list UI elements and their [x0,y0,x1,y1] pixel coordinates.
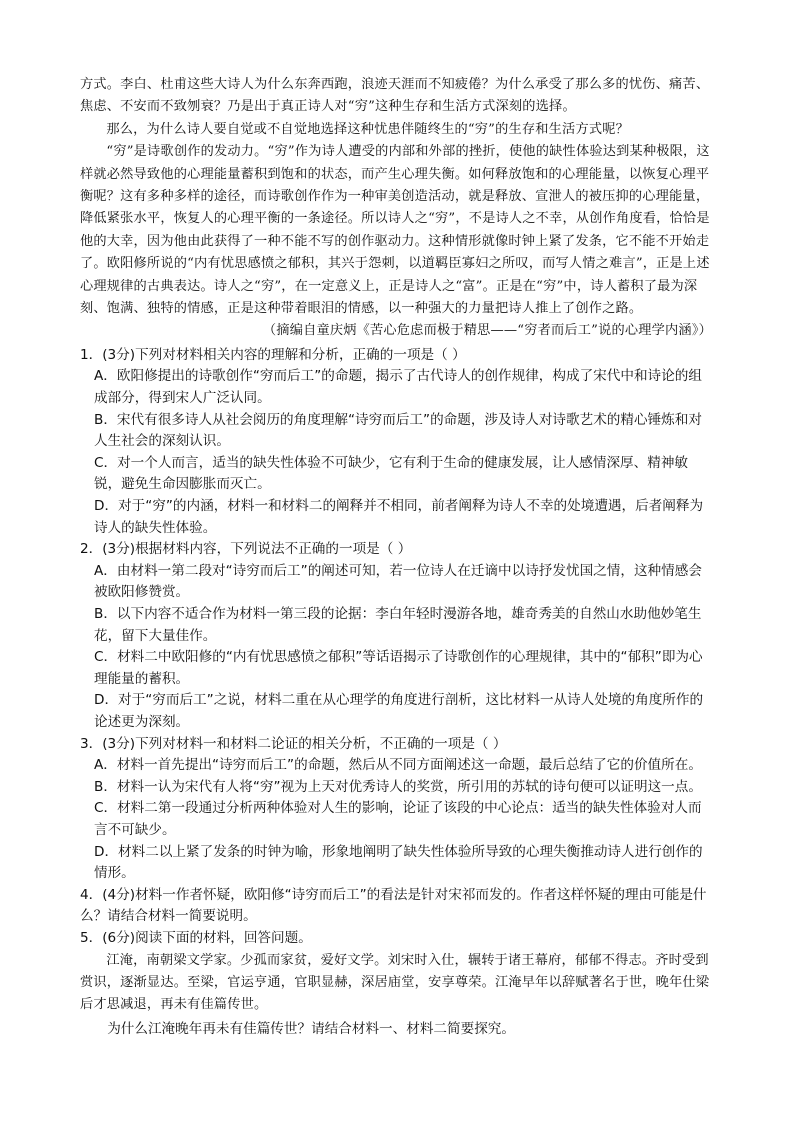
option-c[interactable]: C．对一个人而言，适当的缺失性体验不可缺少，它有利于生命的健康发展，让人感情深厚、精神敏锐，避免生命因膨胀而灭亡。 [94,454,689,493]
option-b[interactable]: B．材料一认为宋代有人将“穷”视为上天对优秀诗人的奖赏，所引用的苏轼的诗句便可以证明这一点。 [94,778,702,795]
option-d[interactable]: D．材料二以上紧了发条的时钟为喻，形象地阐明了缺失性体验所导致的心理失衡推动诗人进行创作的情形。 [94,843,703,882]
option-a[interactable]: A．欧阳修提出的诗歌创作“穷而后工”的命题，揭示了古代诗人的创作规律，构成了宋代中和诗论的组成部分，得到宋人广泛认同。 [94,368,702,407]
question-3 [80,734,714,885]
question-5-material [80,950,714,1017]
question-4 [80,885,714,928]
option-d[interactable]: D．对于“穷而后工”之说，材料二重在从心理学的角度进行剖析，这比材料一从诗人处境的角度所作的论述更为深刻。 [94,692,704,730]
option-a[interactable]: A．材料一首先提出“诗穷而后工”的命题，然后从不同方面阐述这一命题，最后总结了它的价值所在。 [94,757,702,774]
passage-lead: 方式。李白、杜甫这些大诗人为什么东奔西跑，浪迹天涯而不知疲倦？为什么承受了那么多的忧伤、痛苦、焦虑、不安而不致刎衰？乃是出于真正诗人对“穷”这种生存和生活方式深刻的选择。 [80,77,710,115]
passage-paragraph-1: 那么，为什么诗人要自觉或不自觉地选择这种忧患伴随终生的“穷”的生存和生活方式呢？ [106,121,629,137]
question-5 [80,928,714,950]
option-c[interactable]: C．材料二第一段通过分析两种体验对人生的影响，论证了该段的中心论点：适当的缺失性体验对人而言不可缺少。 [94,800,702,838]
question-2 [80,539,714,733]
option-b[interactable]: B．以下内容不适合作为材料一第三段的论据：李白年轻时漫游各地，雄奇秀美的自然山水助他妙笔生花，留下大量佳作。 [94,606,702,644]
question-stem: 2．(3分)根据材料内容，下列说法不正确的一项是（ ） [80,541,412,558]
question-stem: 4．(4分)材料一作者怀疑，欧阳修“诗穷而后工”的看法是针对宋祁而发的。作者这样怀疑的理由可能是什么？请结合材料一简要说明。 [80,886,707,925]
question-list [80,345,714,950]
option-d[interactable]: D．对于“穷”的内涵，材料一和材料二的阐释并不相同，前者阐释为诗人不幸的处境遭遇，后者阐释为诗人的缺失性体验。 [94,498,704,536]
option-c[interactable]: C．材料二中欧阳修的“内有忧思感愤之郁积”等话语揭示了诗歌创作的心理规律，其中的“郁积”即为心理能量的蓄积。 [94,649,703,687]
question-stem: 1．(3分)下列对材料相关内容的理解和分析，正确的一项是（ ） [80,346,466,363]
option-a[interactable]: A．由材料一第二段对“诗穷而后工”的阐述可知，若一位诗人在迁谪中以诗抒发忧国之情，这种情感会被欧阳修赞赏。 [94,562,702,601]
question-5-prompt: 为什么江淹晚年再未有佳篇传世？请结合材料一、材料二简要探究。 [107,1020,515,1037]
passage-paragraph-2: “穷”是诗歌创作的发动力。“穷”作为诗人遭受的内部和外部的挫折，使他的缺性体验达到某种极限，这样就必然导致他的心理能量蓄积到饱和的状态，而产生心理失衡。如何释放饱和的心理能量，以恢复心理平衡呢？这有多种多样的途径，而诗歌创作作为一种审美创造活动，就是释放、宣泄人的被压抑的心理能量，降低紧张水平，恢复人的心理平衡的一条途径。所以诗人之“穷”，不是诗人之不幸，从创作角度看，恰恰是他的大幸，因为他由此获得了一种不能不写的创作驱动力。这种情形就像时钟上紧了发条，它不能不开始走了。欧阳修所说的“内有忧思感愤之郁积，其兴于怨刺，以道羁臣寡妇之所叹，而写人情之难言”，正是上述心理规律的古典表达。诗人之“穷”，在一定意义上，正是诗人之“富”。正是在“穷”中，诗人蓄积了最为深刻、饱满、独特的情感，正是这种带着眼泪的情感，以一种强大的力量把诗人推上了创作之路。 [80,144,710,317]
passage-source: （摘编自童庆炳《苦心危虑而极于精思——“穷者而后工”说的心理学内涵》） [262,323,712,339]
question-stem: 3．(3分)下列对材料一和材料二论证的相关分析，不正确的一项是（ ） [80,735,507,752]
material-text: 江淹，南朝梁文学家。少孤而家贫，爱好文学。刘宋时入仕，辗转于诸王幕府，郁郁不得志。齐时受到赏识，逐渐显达。至梁，官运亨通，官职显赫，深居庙堂，安享尊荣。江淹早年以辞赋著名于世，晚年仕梁后才思减退，再未有佳篇传世。 [80,952,710,1013]
option-b[interactable]: B．宋代有很多诗人从社会阅历的角度理解“诗穷而后工”的命题，涉及诗人对诗歌艺术的精心锤炼和对人生社会的深刻认识。 [94,411,702,450]
question-stem: 5．(6分)阅读下面的材料，回答问题。 [80,929,312,946]
reading-passage [80,74,714,343]
question-1 [80,345,714,539]
